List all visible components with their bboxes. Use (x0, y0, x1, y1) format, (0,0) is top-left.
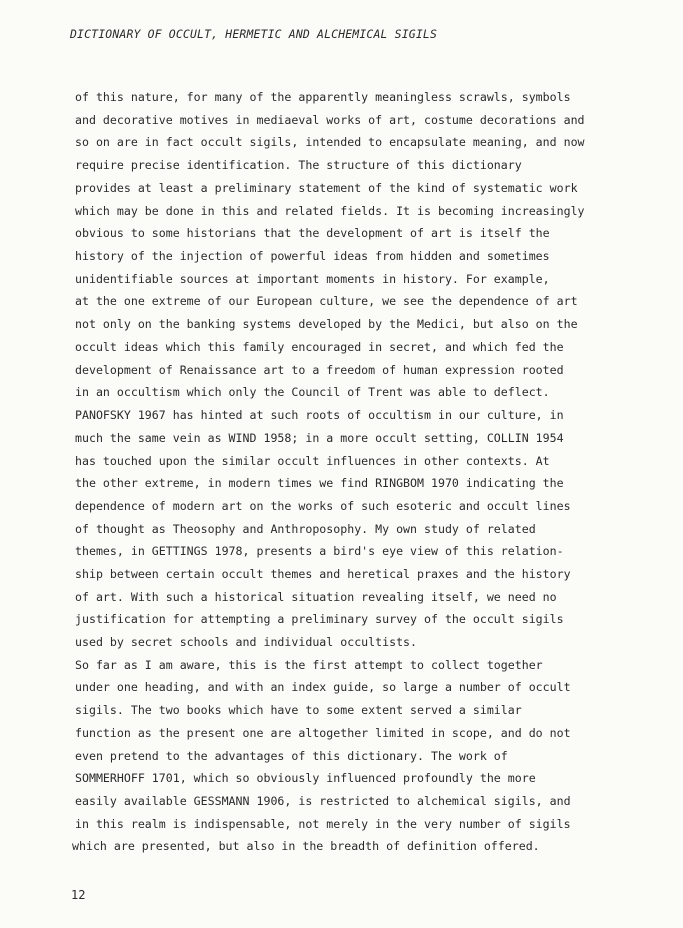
text-line: SOMMERHOFF 1701, which so obviously influenced profoundly the more (75, 771, 536, 785)
text-line: So far as I am aware, this is the first attempt to collect together (75, 658, 543, 672)
text-line: much the same vein as WIND 1958; in a more occult setting, COLLIN 1954 (75, 431, 564, 445)
text-line: which may be done in this and related fields. It is becoming increasingly (75, 204, 585, 218)
text-line: so on are in fact occult sigils, intended to encapsulate meaning, and now (75, 135, 585, 149)
text-line: unidentifiable sources at important moments in history. For example, (75, 272, 550, 286)
text-line: the other extreme, in modern times we find RINGBOM 1970 indicating the (75, 476, 564, 490)
text-line: easily available GESSMANN 1906, is restricted to alchemical sigils, and (75, 794, 571, 808)
text-line: history of the injection of powerful ideas from hidden and sometimes (75, 249, 550, 263)
text-line: has touched upon the similar occult influences in other contexts. At (75, 454, 550, 468)
text-line: not only on the banking systems developed by the Medici, but also on the (75, 317, 578, 331)
text-line: of thought as Theosophy and Anthroposophy. My own study of related (75, 522, 536, 536)
text-line: development of Renaissance art to a freedom of human expression rooted (75, 363, 564, 377)
text-line: ship between certain occult themes and heretical praxes and the history (75, 567, 571, 581)
text-line: which are presented, but also in the breadth of definition offered. (72, 839, 540, 853)
page-number: 12 (71, 888, 86, 902)
text-line: require precise identification. The structure of this dictionary (75, 158, 522, 172)
running-head: DICTIONARY OF OCCULT, HERMETIC AND ALCHEMICAL SIGILS (70, 27, 438, 41)
text-line: PANOFSKY 1967 has hinted at such roots of occultism in our culture, in (75, 408, 564, 422)
text-line: and decorative motives in mediaeval works of art, costume decorations and (75, 113, 585, 127)
text-line: obvious to some historians that the development of art is itself the (75, 226, 550, 240)
text-line: provides at least a preliminary statement of the kind of systematic work (75, 181, 578, 195)
text-line: justification for attempting a preliminary survey of the occult sigils (75, 612, 564, 626)
text-line: occult ideas which this family encouraged in secret, and which fed the (75, 340, 564, 354)
text-line: themes, in GETTINGS 1978, presents a bird's eye view of this relation- (75, 544, 564, 558)
text-line: even pretend to the advantages of this dictionary. The work of (75, 749, 508, 763)
text-line: function as the present one are altogether limited in scope, and do not (75, 726, 571, 740)
text-line: sigils. The two books which have to some extent served a similar (75, 703, 522, 717)
text-line: under one heading, and with an index guide, so large a number of occult (75, 680, 571, 694)
text-line: of this nature, for many of the apparently meaningless scrawls, symbols (75, 90, 571, 104)
text-line: at the one extreme of our European culture, we see the dependence of art (75, 294, 578, 308)
text-line: dependence of modern art on the works of such esoteric and occult lines (75, 499, 571, 513)
text-line: of art. With such a historical situation revealing itself, we need no (75, 590, 557, 604)
text-line: in an occultism which only the Council of Trent was able to deflect. (75, 385, 550, 399)
text-line: in this realm is indispensable, not merely in the very number of sigils (75, 817, 571, 831)
text-line: used by secret schools and individual occultists. (75, 635, 418, 649)
